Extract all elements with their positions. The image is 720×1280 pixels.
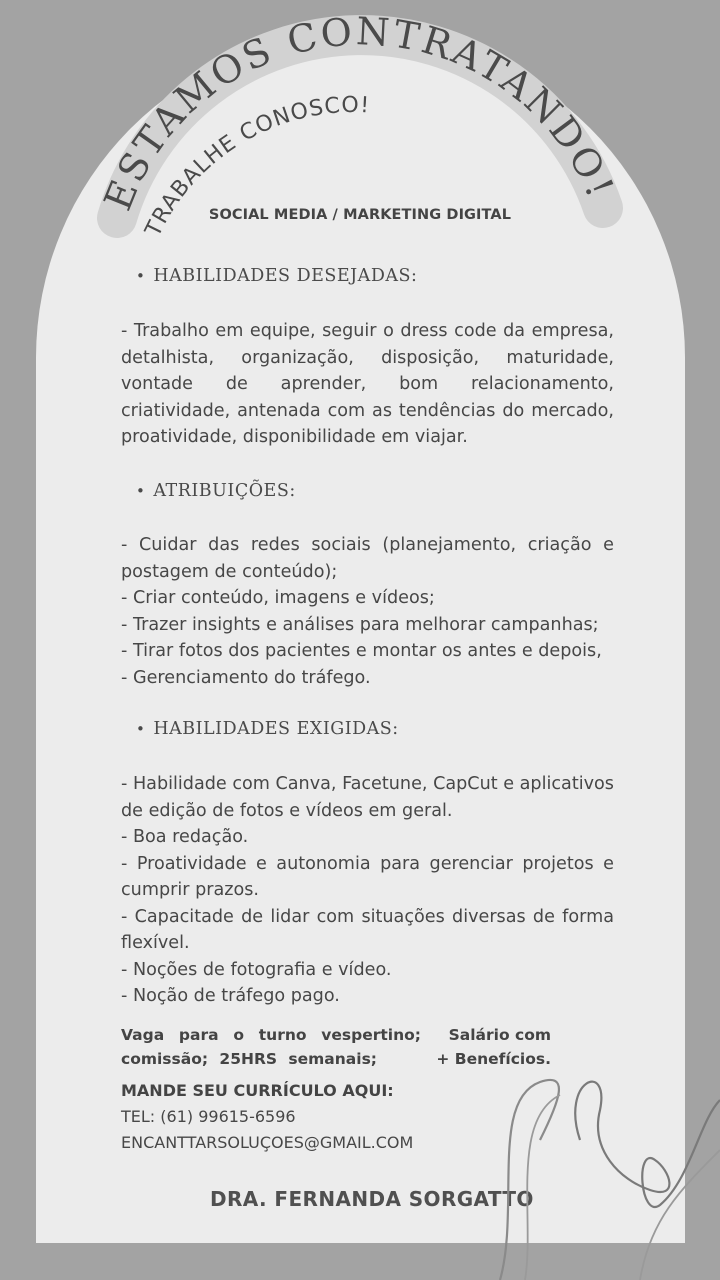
text-line: - Trazer insights e análises para melhorar campanhas; [121, 614, 599, 635]
text-line: proatividade, disponibilidade em viajar. [121, 427, 468, 447]
text-line: vontade de aprender, bom relacionamento, [121, 374, 614, 394]
job-position-title: SOCIAL MEDIA / MARKETING DIGITAL [208, 207, 512, 223]
salary-text: Salário com [448, 1026, 551, 1044]
decorative-swirl-graphic [440, 1060, 720, 1280]
text-line: de edição de fotos e vídeos em geral. [121, 800, 453, 821]
text-line: - Habilidade com Canva, Facetune, CapCut e aplicativos [121, 774, 614, 794]
text-line: - Tirar fotos dos pacientes e montar os antes e depois, [121, 641, 602, 661]
bullet-icon: • [136, 720, 146, 738]
text-line: - Proatividade e autonomia para gerenciar projetos e [121, 853, 614, 874]
text-line: - Boa redação. [121, 827, 249, 847]
email-address[interactable]: ENCANTTARSOLUÇOES@GMAIL.COM [121, 1133, 414, 1152]
bullet-icon: • [136, 482, 146, 500]
shift-text: Vaga para o turno vespertino; [121, 1026, 421, 1044]
text-line: - Capacitade de lidar com situações diversas de forma [121, 906, 614, 927]
text-line: - Trabalho em equipe, seguir o dress code da empresa, [121, 321, 614, 341]
hiring-title: ESTAMOS CONTRATANDO! [95, 9, 624, 217]
desired-skills-text [121, 318, 614, 451]
text-line: cumprir prazos. [121, 880, 260, 900]
bullet-icon: • [136, 267, 146, 285]
text-line: - Criar conteúdo, imagens e vídeos; [121, 588, 435, 608]
section-title-duties: • ATRIBUIÇÕES: [136, 481, 296, 501]
section-title-required-skills: • HABILIDADES EXIGIDAS: [136, 719, 399, 739]
doctor-name: DRA. FERNANDA SORGATTO [210, 1187, 534, 1211]
hours-text: comissão; 25HRS semanais; [121, 1050, 377, 1068]
text-line: - Cuidar das redes sociais (planejamento, criação e [121, 535, 614, 555]
text-line: - Noção de tráfego pago. [121, 986, 340, 1006]
text-line: detalhista, organização, disposição, maturidade, [121, 347, 614, 368]
text-line: - Noções de fotografia e vídeo. [121, 959, 392, 980]
section-title-desired-skills: • HABILIDADES DESEJADAS: [136, 266, 418, 286]
conditions-row [121, 1023, 551, 1047]
duties-text [121, 532, 614, 691]
send-resume-cta: MANDE SEU CURRÍCULO AQUI: [121, 1081, 394, 1100]
text-line: criatividade, antenada com as tendências do mercado, [121, 400, 614, 421]
text-line: postagem de conteúdo); [121, 561, 338, 582]
required-skills-text [121, 771, 614, 1010]
phone-number[interactable]: TEL: (61) 99615-6596 [121, 1107, 296, 1126]
work-with-us-tagline: TRABALHE CONOSCO! [140, 92, 371, 241]
text-line: - Gerenciamento do tráfego. [121, 667, 371, 688]
text-line: flexível. [121, 933, 190, 953]
benefits-text: + Benefícios. [436, 1050, 551, 1068]
